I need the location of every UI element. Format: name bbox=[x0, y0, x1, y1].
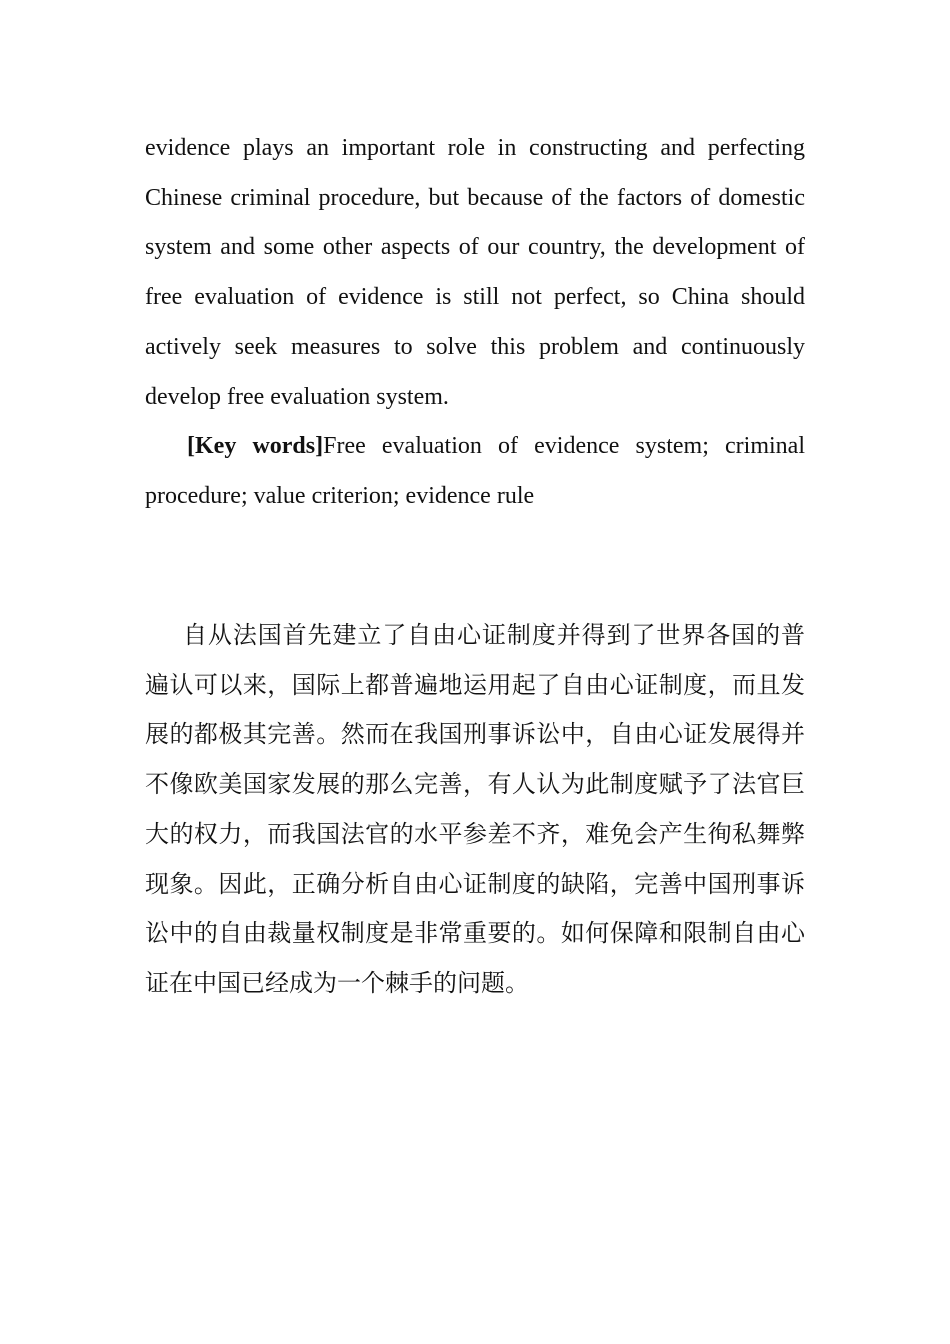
keywords-label: [Key words] bbox=[187, 433, 324, 460]
body-paragraph: 自从法国首先建立了自由心证制度并得到了世界各国的普遍认可以来，国际上都普遍地运用起了自由心证制度，而且发展的都极其完善。然而在我国刑事诉讼中，自由心证发展得并不像欧美国家发展的那么完善，有人认为此制度赋予了法官巨大的权力，而我国法官的水平参差不齐，难免会产生徇私舞弊现象。因此，正确分析自由心证制度的缺陷，完善中国刑事诉讼中的自由裁量权制度是非常重要的。如何保障和限制自由心证在中国已经成为一个棘手的问题。 bbox=[145, 621, 805, 997]
keywords-paragraph bbox=[145, 422, 805, 521]
english-abstract bbox=[145, 124, 805, 522]
abstract-paragraph: evidence plays an important role in constructing and perfecting Chinese criminal procedure, but because of the factors of domestic system and some other aspects of our country, the development of free evaluation of evidence is still not perfect, so China should actively seek measures to solve this problem and continuously develop free evaluation system. bbox=[145, 135, 805, 410]
chinese-body bbox=[145, 611, 805, 1009]
keywords-text: Free evaluation of evidence system; criminal procedure; value criterion; evidence rule bbox=[145, 433, 805, 509]
